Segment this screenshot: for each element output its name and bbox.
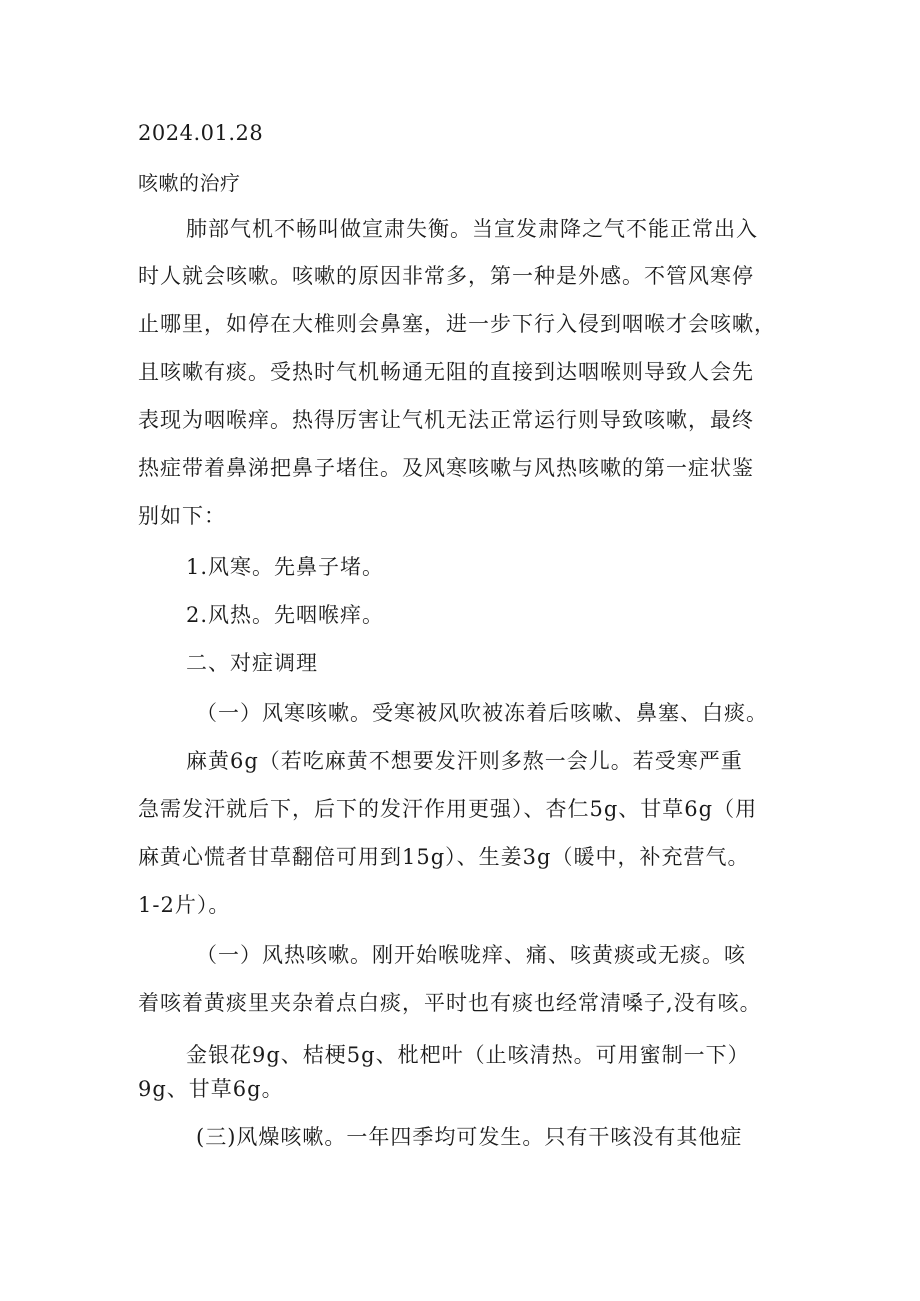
- paragraph-line: 麻黄心慌者甘草翻倍可用到15g）、生姜3g（暖中，补充营气。: [138, 845, 750, 869]
- item1-heading: （一）风寒咳嗽。受寒被风吹被冻着后咳嗽、鼻塞、白痰。: [196, 701, 768, 725]
- paragraph-line: 9g、甘草6g。: [138, 1077, 284, 1101]
- paragraph-line: 麻黄6g（若吃麻黄不想要发汗则多熬一会儿。若受寒严重: [186, 749, 743, 773]
- paragraph-line: 热症带着鼻涕把鼻子堵住。及风寒咳嗽与风热咳嗽的第一症状鉴: [138, 456, 754, 480]
- paragraph-line: 别如下：: [138, 504, 226, 528]
- document-title: 咳嗽的治疗: [138, 171, 241, 195]
- paragraph-line: 止哪里，如停在大椎则会鼻塞，进一步下行入侵到咽喉才会咳嗽，: [138, 312, 776, 336]
- paragraph-line: 且咳嗽有痰。受热时气机畅通无阻的直接到达咽喉则导致人会先: [138, 360, 754, 384]
- paragraph-line: （一）风热咳嗽。刚开始喉咙痒、痛、咳黄痰或无痰。咳: [196, 943, 746, 967]
- item3-text: (三)风燥咳嗽。一年四季均可发生。只有干咳没有其他症: [196, 1125, 743, 1149]
- paragraph-line: 金银花9g、桔梗5g、枇杷叶（止咳清热。可用蜜制一下）: [186, 1043, 750, 1067]
- paragraph-line: 表现为咽喉痒。热得厉害让气机无法正常运行则导致咳嗽，最终: [138, 408, 754, 432]
- paragraph-line: 1-2片）。: [138, 893, 231, 917]
- paragraph-line: 急需发汗就后下，后下的发汗作用更强）、杏仁5g、甘草6g（用: [138, 797, 758, 821]
- paragraph-line: 着咳着黄痰里夹杂着点白痰，平时也有痰也经常清嗓子,没有咳。: [138, 991, 762, 1015]
- document-date: 2024.01.28: [138, 121, 264, 145]
- paragraph-line: 时人就会咳嗽。咳嗽的原因非常多，第一种是外感。不管风寒停: [138, 264, 754, 288]
- list-item: 2.风热。先咽喉痒。: [186, 603, 385, 627]
- paragraph-line: 肺部气机不畅叫做宣肃失衡。当宣发肃降之气不能正常出入: [186, 217, 758, 241]
- section-heading: 二、对症调理: [186, 651, 318, 675]
- list-item: 1.风寒。先鼻子堵。: [186, 555, 385, 579]
